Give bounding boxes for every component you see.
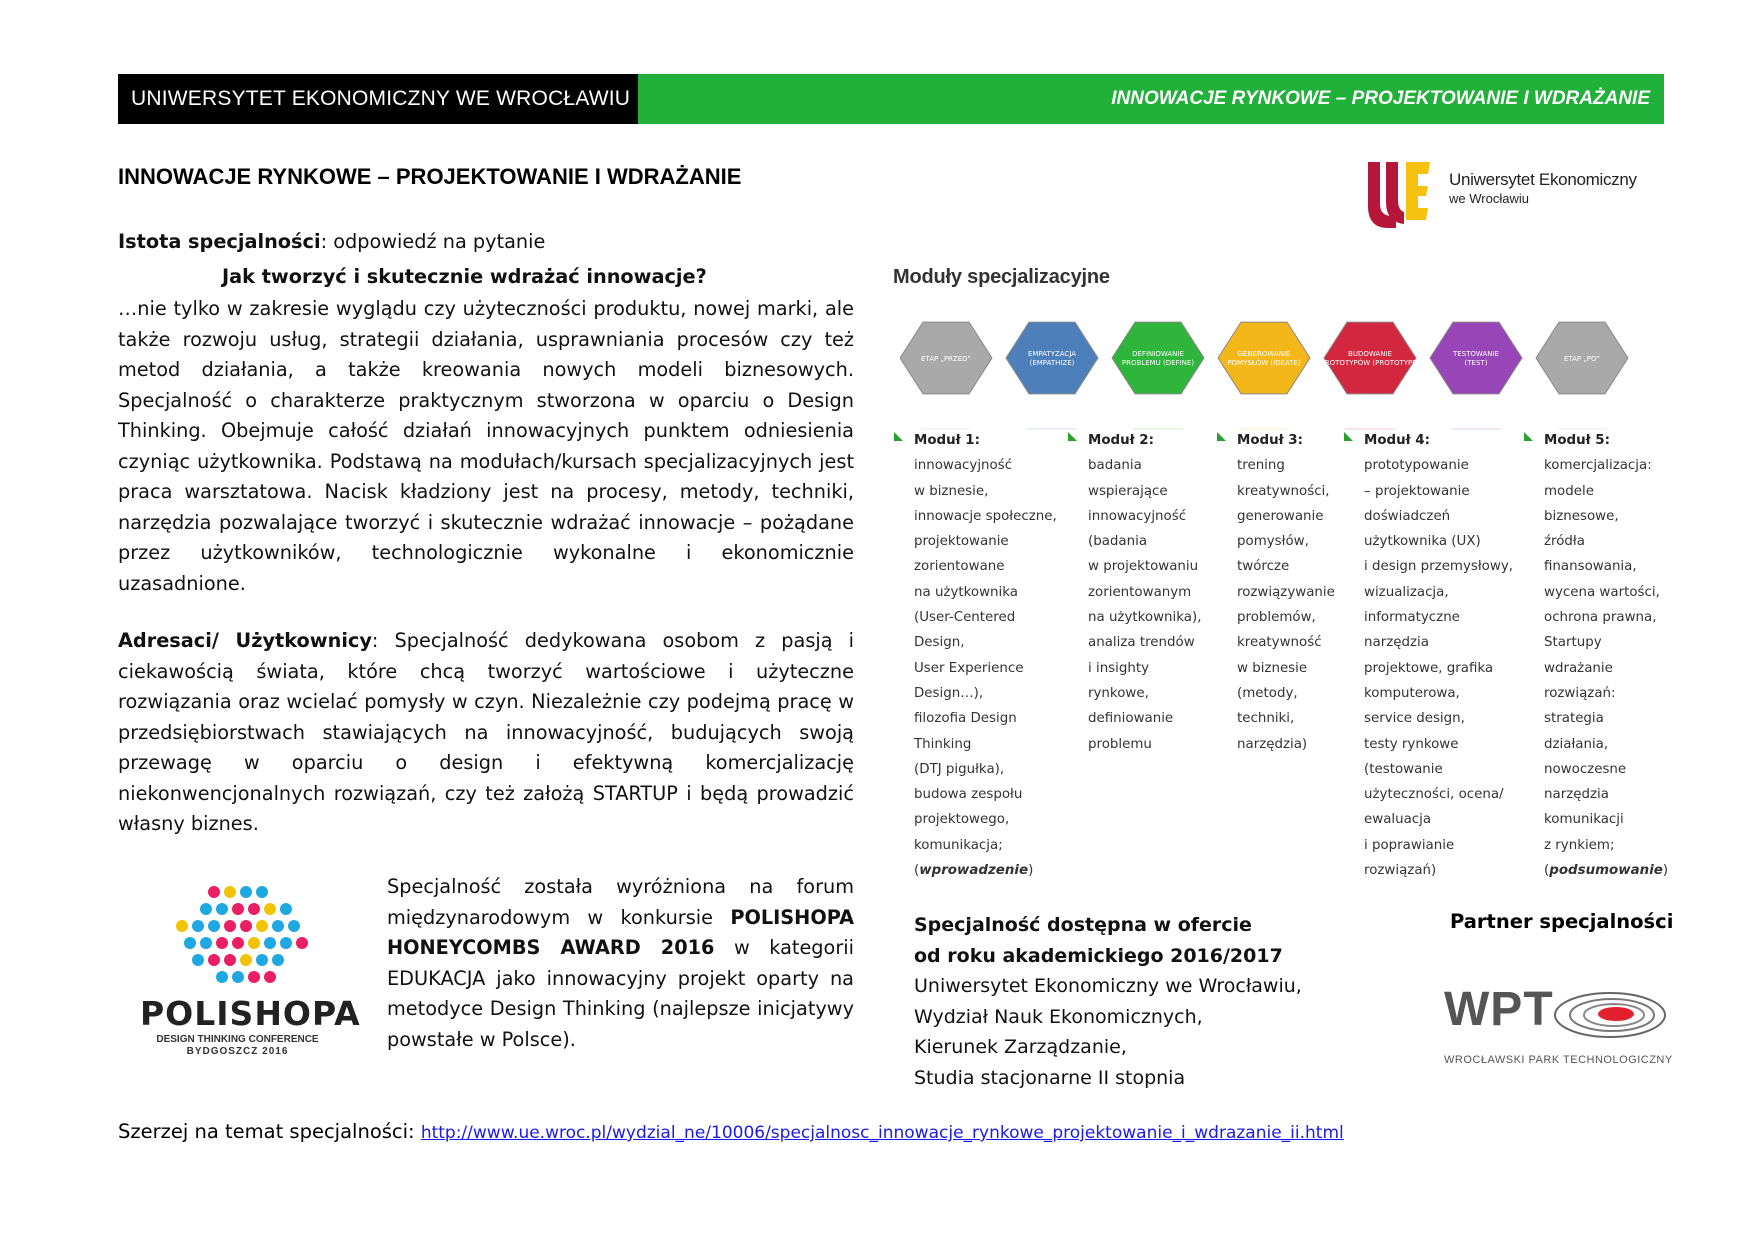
module-line: techniki, — [1237, 711, 1295, 727]
module-line: (badania — [1088, 534, 1148, 550]
honeycomb-dot — [264, 971, 276, 983]
honeycomb-dot — [176, 920, 188, 932]
document-title: INNOWACJE RYNKOWE – PROJEKTOWANIE I WDRAŻANIE — [118, 164, 742, 189]
module-line: rynkowe, — [1088, 685, 1149, 701]
availability-heading-2: od roku akademickiego 2016/2017 — [914, 944, 1283, 967]
audience-label: Adresaci/ Użytkownicy — [118, 629, 372, 652]
availability-heading-1: Specjalność dostępna w ofercie — [914, 914, 1252, 936]
module-column-5 — [1544, 428, 1668, 883]
module-summary-word: podsumowanie — [1549, 863, 1663, 879]
honeycomb-dot — [248, 971, 260, 983]
essence-label: Istota specjalności — [118, 230, 321, 253]
module-heading: Moduł 2: — [1088, 433, 1154, 448]
honeycomb-dot — [192, 954, 204, 966]
module-line: zorientowanym — [1088, 584, 1192, 600]
availability-line-2: Wydział Nauk Ekonomicznych, — [914, 1005, 1203, 1028]
header-university-name: UNIWERSYTET EKONOMICZNY WE WROCŁAWIU — [118, 74, 638, 124]
green-triangle-icon — [1068, 432, 1077, 441]
modules-hexagon-row — [900, 310, 1640, 430]
module-line: analiza trendów — [1088, 635, 1195, 651]
honeycomb-dot — [240, 886, 252, 898]
honeycomb-dot — [256, 920, 268, 932]
honeycomb-dot — [184, 937, 196, 949]
honeycomb-dot — [296, 937, 308, 949]
hexagon-sublabel: (TEST) — [1464, 359, 1488, 367]
honeycomb-dot — [224, 954, 236, 966]
module-line: komunikacja; — [914, 837, 1003, 853]
module-line: innowacyjność — [914, 458, 1013, 474]
modules-title: Moduły specjalizacyjne — [893, 266, 1110, 288]
module-line: i poprawianie — [1364, 837, 1455, 853]
honeycomb-dot — [280, 903, 292, 915]
hexagon-6 — [1430, 322, 1522, 430]
module-column-1 — [914, 428, 1057, 883]
honeycomb-dot — [208, 954, 220, 966]
green-triangle-icon — [894, 432, 903, 441]
module-line: Design…), — [914, 685, 984, 701]
module-line: service design, — [1364, 711, 1465, 727]
honeycomb-dot — [232, 903, 244, 915]
honeycomb-dot — [272, 954, 284, 966]
essence-line — [118, 227, 858, 258]
hexagon-sublabel: PROBLEMU (DEFINE) — [1121, 359, 1195, 367]
honeycomb-dot — [224, 886, 236, 898]
module-line: kreatywność — [1237, 635, 1322, 651]
honeycomb-dot — [208, 920, 220, 932]
module-line: innowacje społeczne, — [914, 508, 1057, 524]
honeycomb-dot — [240, 954, 252, 966]
module-line: wspierające — [1088, 483, 1168, 499]
hexagon-2 — [1006, 322, 1098, 430]
honeycomb-dot — [200, 903, 212, 915]
honeycomb-dot — [200, 937, 212, 949]
module-line: innowacyjność — [1088, 508, 1187, 524]
module-line: komercjalizacja: — [1544, 458, 1652, 474]
availability-line-4: Studia stacjonarne II stopnia — [914, 1066, 1186, 1089]
module-line: ochrona prawna, — [1544, 610, 1657, 626]
module-line: generowanie — [1237, 508, 1324, 524]
hexagon-sublabel: POMYSŁÓW (IDEATE) — [1227, 359, 1301, 367]
module-line: narzędzia) — [1237, 736, 1308, 752]
module-line: wycena wartości, — [1544, 584, 1660, 600]
ue-logo-line1: Uniwersytet Ekonomiczny — [1449, 170, 1637, 189]
module-heading: Moduł 3: — [1237, 433, 1303, 448]
essence-text: : odpowiedź na pytanie — [320, 230, 546, 253]
module-line: informatyczne — [1364, 610, 1460, 626]
essence-question: Jak tworzyć i skutecznie wdrażać innowacje? — [222, 265, 707, 288]
hexagon-label: TESTOWANIE — [1453, 350, 1499, 358]
module-line: użyteczności, ocena/ — [1364, 787, 1504, 803]
polishopa-logo-name: POLISHOPA — [140, 994, 361, 1033]
honeycomb-dot — [264, 937, 276, 949]
module-column-4 — [1364, 428, 1513, 883]
hexagon-3 — [1112, 322, 1204, 430]
module-line: definiowanie — [1088, 711, 1174, 727]
module-summary-word: wprowadzenie — [919, 863, 1029, 879]
green-triangle-icon — [1524, 432, 1533, 441]
module-line: ewaluacja — [1364, 812, 1432, 828]
polishopa-logo — [136, 880, 361, 1060]
module-line: projektowego, — [914, 812, 1010, 828]
module-summary-line: (wprowadzenie) — [914, 863, 1034, 879]
module-line: narzędzia — [1544, 787, 1609, 803]
module-line: kreatywności, — [1237, 483, 1330, 499]
honeycomb-dot — [208, 886, 220, 898]
hexagon-label: EMPATYZACJA — [1027, 350, 1077, 358]
module-line: projektowe, grafika — [1364, 660, 1494, 676]
audience-text: : Specjalność dedykowana osobom z pasją i ciekawością świata, które chcą tworzyć wartościowe i użyteczne rozwiązania oraz wcielać pomysły w czyn. Niezależnie czy podejmą pracę w przedsiębiorstwach stawiających na innowacyjność, budujących swoją przewagę w oparciu o design i efektywną komercjalizację niekonwencjonalnych rozwiązań, czy też założą STARTUP i będą prowadzić własny biznes. — [118, 629, 854, 835]
polishopa-logo-sub1: DESIGN THINKING CONFERENCE — [156, 1034, 319, 1045]
wpt-logo-sub: WROCŁAWSKI PARK TECHNOLOGICZNY — [1444, 1054, 1673, 1066]
hexagon-label: GENEROWANIE — [1237, 350, 1291, 358]
module-line: filozofia Design — [914, 711, 1017, 727]
module-line: projektowanie — [914, 534, 1009, 550]
module-line: w biznesie, — [914, 483, 989, 499]
honeycomb-dot — [224, 920, 236, 932]
module-line: doświadczeń — [1364, 508, 1451, 524]
module-line: modele — [1544, 483, 1594, 499]
audience-paragraph — [118, 626, 854, 840]
honeycomb-dot — [264, 903, 276, 915]
module-line: na użytkownika), — [1088, 610, 1202, 626]
honeycomb-dots-icon — [136, 880, 356, 1000]
module-line: biznesowe, — [1544, 508, 1619, 524]
header-program-name: INNOWACJE RYNKOWE – PROJEKTOWANIE I WDRAŻANIE — [638, 74, 1664, 124]
honeycomb-dot — [288, 920, 300, 932]
more-info-label: Szerzej na temat specjalności: — [118, 1120, 421, 1143]
module-line: w projektowaniu — [1088, 559, 1199, 575]
module-line: (DTJ pigułka), — [914, 761, 1005, 777]
award-paragraph — [387, 872, 854, 1055]
module-line: pomysłów, — [1237, 534, 1309, 550]
module-line: finansowania, — [1544, 559, 1637, 575]
honeycomb-dot — [272, 920, 284, 932]
module-line: User Experience — [914, 660, 1024, 676]
module-line: Startupy — [1544, 635, 1602, 651]
module-heading: Moduł 4: — [1364, 433, 1430, 448]
honeycomb-dot — [256, 886, 268, 898]
module-line: (User-Centered — [914, 610, 1016, 626]
honeycomb-dot — [280, 937, 292, 949]
module-line: nowoczesne — [1544, 761, 1627, 777]
wpt-swirl-icon — [1550, 985, 1670, 1045]
hexagon-5 — [1321, 322, 1420, 430]
honeycomb-dot — [232, 937, 244, 949]
module-line: (testowanie — [1364, 761, 1443, 777]
module-line: prototypowanie — [1364, 458, 1469, 474]
wpt-logo-text: WPT — [1444, 983, 1554, 1036]
hexagon-7 — [1536, 322, 1628, 430]
hexagon-label: ETAP „PRZED” — [921, 355, 971, 363]
module-line: twórcze — [1237, 559, 1290, 575]
module-line: Thinking — [914, 736, 972, 752]
module-heading: Moduł 5: — [1544, 433, 1610, 448]
award-text-1: Specjalność została wyróżniona na forum międzynarodowym w konkursie — [387, 875, 854, 929]
honeycomb-dot — [256, 954, 268, 966]
honeycomb-dot — [192, 920, 204, 932]
availability-line-1: Uniwersytet Ekonomiczny we Wrocławiu, — [914, 975, 1302, 997]
honeycomb-dot — [248, 903, 260, 915]
hexagon-1 — [900, 322, 992, 430]
honeycomb-dot — [248, 937, 260, 949]
module-line: użytkownika (UX) — [1364, 534, 1481, 550]
module-line: narzędzia — [1364, 635, 1429, 651]
module-line: i design przemysłowy, — [1364, 559, 1514, 575]
wpt-logo — [1440, 980, 1673, 1070]
module-line: strategia — [1544, 711, 1604, 727]
more-info-link[interactable]: http://www.ue.wroc.pl/wydzial_ne/10006/specjalnosc_innowacje_rynkowe_projektowanie_i_wdrazanie_ii.html — [420, 1123, 1344, 1143]
module-line: wdrażanie — [1544, 660, 1613, 676]
module-line: – projektowanie — [1364, 483, 1470, 499]
module-line: Design, — [914, 635, 965, 651]
module-line: źródła — [1544, 534, 1585, 550]
module-column-3 — [1237, 428, 1335, 757]
module-line: budowa zespołu — [914, 787, 1023, 803]
module-line: problemu — [1088, 736, 1152, 752]
module-line: wizualizacja, — [1364, 584, 1449, 600]
honeycomb-dot — [216, 903, 228, 915]
polishopa-logo-sub2: BYDGOSZCZ 2016 — [186, 1046, 289, 1057]
essence-description: …nie tylko w zakresie wyglądu czy użyteczności produktu, nowej marki, ale także rozwoju usług, strategii działania, usprawniania procesów czy też metod działania, a także kreowania nowych modeli biznesowych. Specjalność o charakterze praktycznym stworzona w oparciu o Design Thinking. Obejmuje całość działań innowacyjnych punktem odniesienia czyniąc użytkownika. Podstawą na modułach/kursach specjalizacyjnych jest praca warsztatowa. Nacisk kładziony jest na procesy, metody, techniki, narzędzia pozwalające tworzyć i skutecznie wdrażać innowacje – pożądane przez użytkowników, technologicznie wykonalne i ekonomicznie uzasadnione. — [118, 297, 854, 595]
module-column-2 — [1088, 428, 1201, 757]
honeycomb-dot — [240, 920, 252, 932]
hexagon-4 — [1218, 322, 1310, 430]
module-line: komputerowa, — [1364, 685, 1460, 701]
honeycomb-dot — [216, 971, 228, 983]
module-line: komunikacji — [1544, 812, 1624, 828]
module-line: w biznesie — [1237, 660, 1308, 676]
availability-block — [914, 910, 1354, 1093]
hexagon-label: ETAP „PO” — [1563, 355, 1601, 363]
hexagon-diagram — [900, 310, 1640, 430]
partner-heading: Partner specjalności — [1450, 910, 1674, 933]
award-text-2: w kategorii EDUKACJA jako innowacyjny projekt oparty na metodyce Design Thinking (najlepsze inicjatywy powstałe w Polsce). — [387, 936, 854, 1051]
green-triangle-icon — [1344, 432, 1353, 441]
green-triangle-icon — [1217, 432, 1226, 441]
award-name: POLISHOPA HONEYCOMBS AWARD 2016 — [387, 905, 854, 959]
module-line: rozwiązywanie — [1237, 584, 1335, 600]
module-line: rozwiązań) — [1364, 863, 1437, 879]
module-line: problemów, — [1237, 610, 1316, 626]
hexagon-label: DEFINIOWANIE — [1132, 350, 1184, 358]
hexagon-label: BUDOWANIE — [1348, 350, 1392, 358]
module-line: z rynkiem; — [1544, 837, 1615, 853]
module-heading: Moduł 1: — [914, 433, 980, 448]
module-line: (metody, — [1237, 685, 1298, 701]
hexagon-sublabel: (EMPATHIZE) — [1029, 359, 1075, 367]
module-line: i insighty — [1088, 660, 1150, 676]
availability-line-3: Kierunek Zarządzanie, — [914, 1036, 1127, 1058]
more-info-line — [118, 1120, 1344, 1143]
module-line: rozwiązań: — [1544, 685, 1616, 701]
module-summary-line: (podsumowanie) — [1544, 863, 1669, 879]
module-line: trening — [1237, 458, 1285, 474]
honeycomb-dot — [216, 937, 228, 949]
module-line: działania, — [1544, 736, 1609, 752]
honeycomb-dot — [232, 971, 244, 983]
ue-logo — [1366, 160, 1666, 230]
module-line: testy rynkowe — [1364, 736, 1459, 752]
module-line: na użytkownika — [914, 584, 1018, 600]
ue-logo-line2: we Wrocławiu — [1449, 191, 1529, 206]
module-line: badania — [1088, 458, 1142, 474]
module-line: zorientowane — [914, 559, 1005, 575]
hexagon-sublabel: PROTOTYPÓW (PROTOTYPE) — [1320, 359, 1420, 367]
